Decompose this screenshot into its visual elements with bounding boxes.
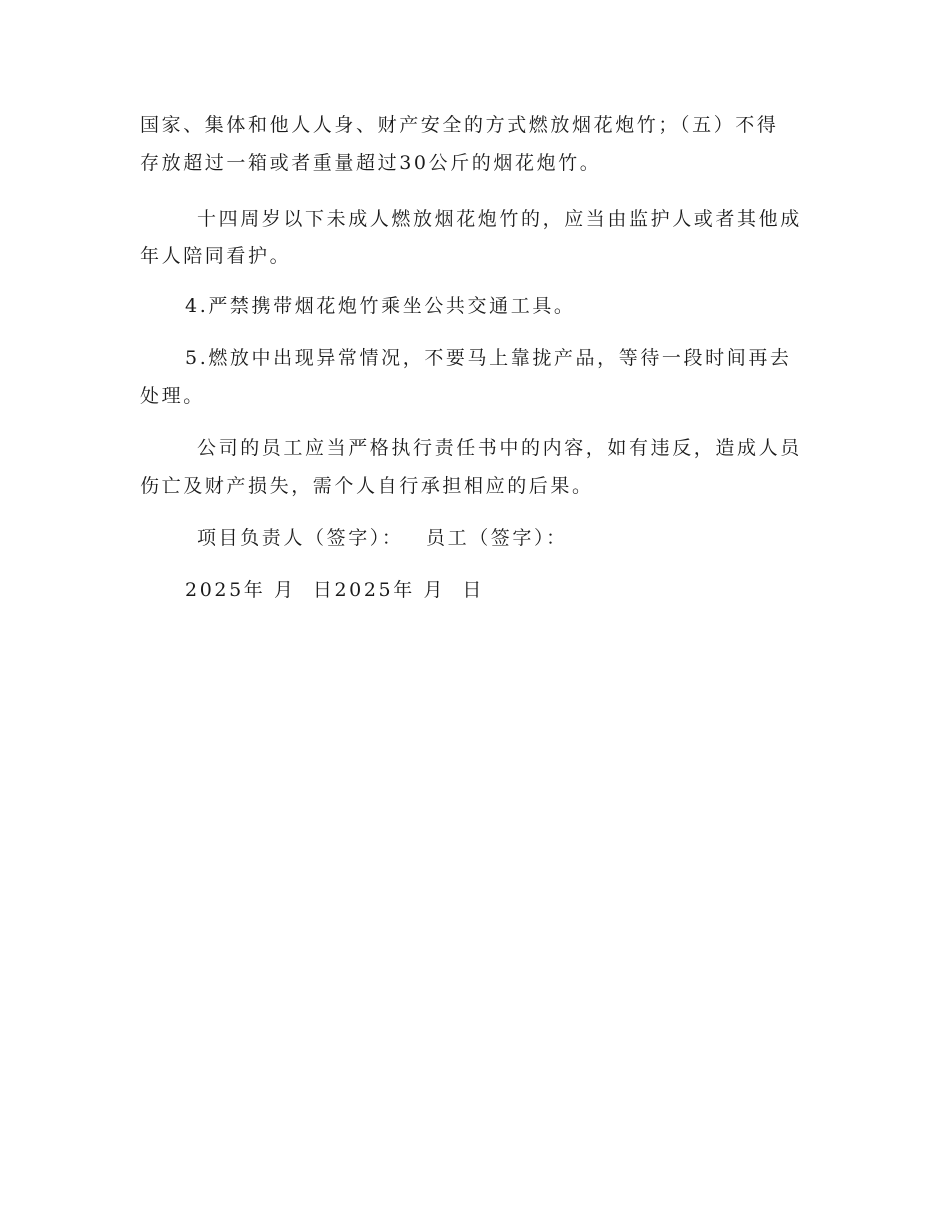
paragraph-line: 公司的员工应当严格执行责任书中的内容，如有违反，造成人员 <box>197 437 802 459</box>
project-lead-signature-label: 项目负责人（签字）： <box>197 527 404 549</box>
paragraph-line: 年人陪同看护。 <box>140 245 292 267</box>
signature-date-line: 2025年 月 日2025年 月 日 <box>185 579 484 601</box>
list-item: 4.严禁携带烟花炮竹乘坐公共交通工具。 <box>185 295 576 317</box>
paragraph-line: 国家、集体和他人人身、财产安全的方式燃放烟花炮竹；（五）不得 <box>140 114 779 136</box>
paragraph-line: 十四周岁以下未成人燃放烟花炮竹的，应当由监护人或者其他成 <box>197 208 802 230</box>
list-item: 5.燃放中出现异常情况，不要马上靠拢产品，等待一段时间再去 <box>185 347 792 369</box>
paragraph-line: 伤亡及财产损失，需个人自行承担相应的后果。 <box>140 475 594 497</box>
paragraph-line: 存放超过一箱或者重量超过30公斤的烟花炮竹。 <box>140 152 602 174</box>
employee-signature-label: 员工（签字）： <box>426 527 568 549</box>
paragraph-line: 处理。 <box>140 385 205 407</box>
